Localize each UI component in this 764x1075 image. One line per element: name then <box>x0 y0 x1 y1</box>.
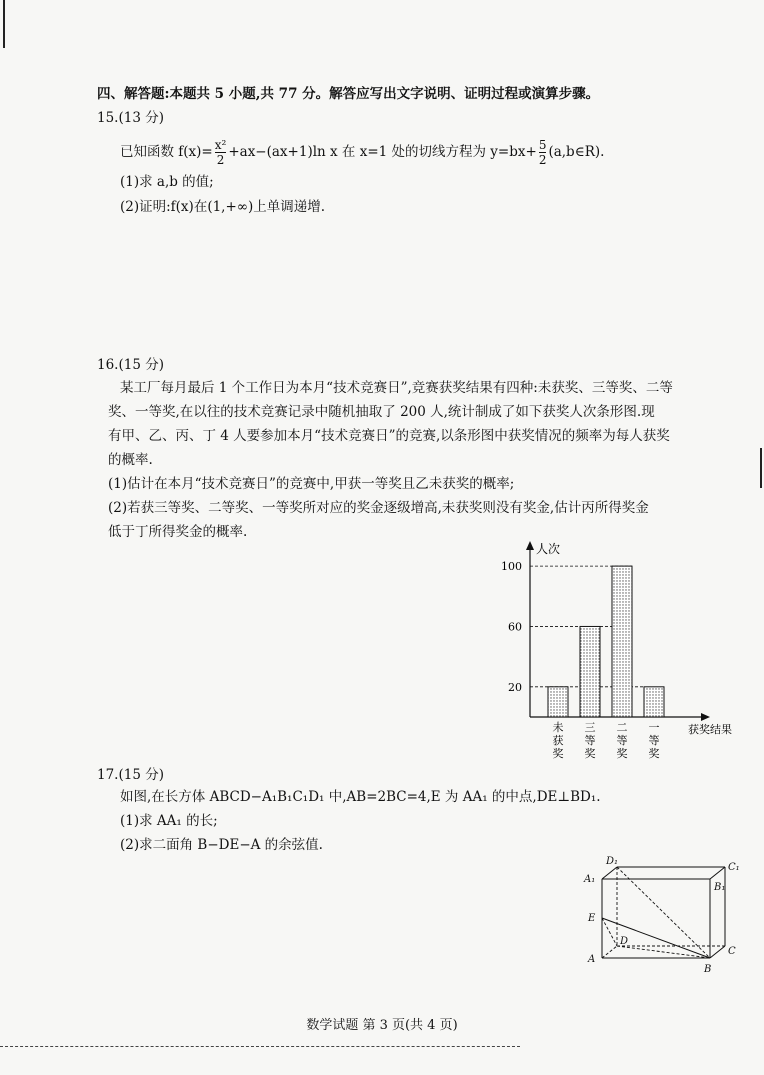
segment-db-hidden <box>617 946 710 958</box>
category-label-0-2: 奖 <box>552 747 564 760</box>
edge-bc <box>710 946 725 958</box>
category-label-2-0: 二 <box>616 721 628 734</box>
label-d: D <box>620 936 629 947</box>
q16-number: 16.(15 分) <box>97 357 164 373</box>
q17-part2: (2)求二面角 B−DE−A 的余弦值. <box>120 837 323 853</box>
scan-edge-mark-right <box>760 448 762 488</box>
edge-a1d1 <box>602 867 617 879</box>
bar-3 <box>644 687 664 717</box>
scan-edge-mark <box>3 0 5 48</box>
q15-fraction-x2-over-2 <box>215 138 227 167</box>
label-c1: C₁ <box>728 862 740 873</box>
category-label-3-1: 等 <box>648 734 660 747</box>
diagonal-bd1-hidden <box>617 867 710 958</box>
q17-number: 17.(15 分) <box>97 767 164 783</box>
y-tick-label-2: 100 <box>501 560 522 574</box>
q15-frac2-den: 2 <box>538 153 547 167</box>
q16-line3: 有甲、乙、丙、丁 4 人要参加本月“技术竞赛日”的竞赛,以条形图中获奖情况的频率为每人获奖 <box>108 428 670 444</box>
q17-part1: (1)求 AA₁ 的长; <box>120 813 218 829</box>
q15-frac2-num: 5 <box>538 138 547 152</box>
label-b1: B₁ <box>714 882 726 893</box>
category-label-1-1: 等 <box>584 734 596 747</box>
bar-2 <box>612 566 632 717</box>
award-bar-chart <box>490 535 750 760</box>
segment-eb <box>602 918 710 958</box>
edge-ad-hidden <box>602 946 617 958</box>
q15-fraction-5-over-2 <box>539 138 547 167</box>
y-axis-label: 人次 <box>536 542 561 556</box>
label-b: B <box>704 964 712 975</box>
label-e: E <box>588 913 596 924</box>
category-label-2-1: 等 <box>616 734 628 747</box>
y-axis-arrow <box>526 541 534 550</box>
q15-stem-before: 已知函数 f(x)= <box>120 144 213 160</box>
q15-frac1-num: x² <box>214 138 227 152</box>
category-label-2-2: 奖 <box>616 747 628 760</box>
y-tick-label-0: 20 <box>508 680 522 694</box>
q15-part1: (1)求 a,b 的值; <box>120 174 214 190</box>
q16-part2-line2: 低于丁所得奖金的概率. <box>108 524 248 540</box>
bar-0 <box>548 687 568 717</box>
label-a: A <box>588 954 596 965</box>
q15-frac1-den: 2 <box>216 153 225 167</box>
q16-part1: (1)估计在本月“技术竞赛日”的竞赛中,甲获一等奖且乙未获奖的概率; <box>108 476 515 492</box>
section-title: 四、解答题:本题共 5 小题,共 77 分。解答应写出文字说明、证明过程或演算步骤。 <box>97 86 600 102</box>
q17-line1: 如图,在长方体 ABCD−A₁B₁C₁D₁ 中,AB=2BC=4,E 为 AA₁ 的中点,DE⊥BD₁. <box>120 789 601 805</box>
cuboid-figure <box>580 850 750 980</box>
bottom-cut-line <box>0 1046 520 1047</box>
category-label-0-1: 获 <box>552 734 564 747</box>
q15-stem-after: (a,b∈R). <box>548 144 605 160</box>
category-label-3-2: 奖 <box>648 747 660 760</box>
category-label-0-0: 未 <box>552 721 564 734</box>
y-tick-label-1: 60 <box>508 620 522 634</box>
q15-part2: (2)证明:f(x)在(1,+∞)上单调递增. <box>120 199 326 215</box>
x-axis-label: 获奖结果 <box>688 723 732 736</box>
page-footer: 数学试题 第 3 页(共 4 页) <box>306 1018 458 1033</box>
q16-line4: 的概率. <box>108 452 153 468</box>
category-label-3-0: 一 <box>648 721 660 734</box>
x-axis-arrow <box>701 713 710 721</box>
edge-b1c1 <box>710 867 725 879</box>
label-d1: D₁ <box>606 856 619 867</box>
q15-number: 15.(13 分) <box>97 110 164 126</box>
q16-line2: 奖、一等奖,在以往的技术竞赛记录中随机抽取了 200 人,统计制成了如下获奖人次条形图.现 <box>108 404 655 420</box>
category-label-1-2: 奖 <box>584 747 596 760</box>
label-c: C <box>728 946 736 957</box>
q15-stem <box>120 138 740 167</box>
q16-line1: 某工厂每月最后 1 个工作日为本月“技术竞赛日”,竞赛获奖结果有四种:未获奖、三等奖、二等 <box>120 380 673 396</box>
label-a1: A₁ <box>584 874 596 885</box>
q15-stem-middle: +ax−(ax+1)ln x 在 x=1 处的切线方程为 y=bx+ <box>228 144 537 160</box>
q16-part2-line1: (2)若获三等奖、二等奖、一等奖所对应的奖金逐级增高,未获奖则没有奖金,估计丙所得奖金 <box>108 500 649 516</box>
bar-1 <box>580 626 600 717</box>
category-label-1-0: 三 <box>584 721 596 734</box>
